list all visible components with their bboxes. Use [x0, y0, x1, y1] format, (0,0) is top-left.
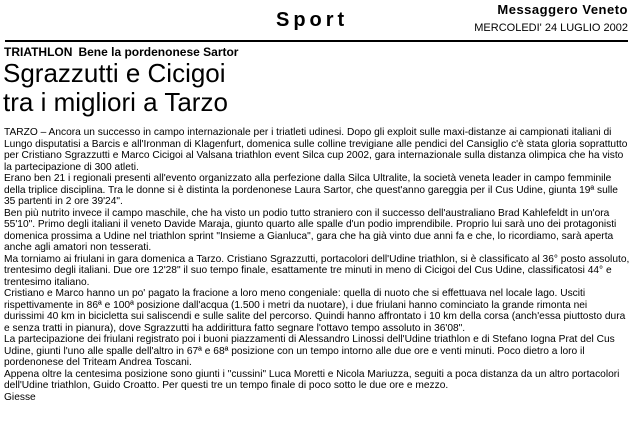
article-signature: Giesse [4, 391, 36, 403]
article-paragraph: Erano ben 21 i regionali presenti all'evento organizzato alla perfezione dalla Silca Ultralite, la società veneta leader in campo femminile della triplice disciplina. Tra le donne si è distinta la pordenonese Laura Sartor, che quest'anno gareggia per il Cus Udine, giunta 19ª sulle 35 partenti in 2 ore 39'24". [4, 173, 618, 207]
headline-line: tra i migliori a Tarzo [3, 87, 228, 117]
kicker-label: TRIATHLON [4, 45, 73, 59]
article-body [4, 127, 630, 403]
article-paragraph: Ma torniamo ai friulani in gara domenica a Tarzo. Cristiano Sgrazzutti, portacolori dell'Udine triathlon, si è classificato al 36° posto assoluto, trentesimo degli italiani. Due ore 12'28" il suo tempo finale, esattamente tre minuti in meno di Cicigoi del Cus Udine, classificatosi 44° e trentesimo italiano. [4, 253, 630, 288]
article-paragraph: Appena oltre la centesima posizione sono giunti i "cussini" Luca Moretti e Nicola Mariuzza, seguiti a poca distanza da un altro portacolori dell'Udine triathlon, Guido Croatto. Per questi tre un tempo finale di poco sotto le due ore e mezzo. [4, 368, 620, 391]
headline-line: Sgrazzutti e Cicigoi [3, 58, 226, 88]
article-paragraph: Ben più nutrito invece il campo maschile, che ha visto un podio tutto straniero con il successo dell'australiano Brad Kahlefeldt in un'ora 55'10". Primo degli italiani il veneto Davide Maraja, giunto quarto alle spalle d'un podio imprendibile. Proprio lui sarà uno dei protagonisti domenica prossima a Udine nel triathlon sprint "Insieme a Gianluca", gara che ha già vinto due anni fa e che, lo ricordiamo, sarà aperta anche agli amatori non tesserati. [4, 207, 617, 253]
article-paragraph: La partecipazione dei friulani registrato poi i buoni piazzamenti di Alessandro Linossi dell'Udine triathlon e di Stefano Iogna Prat del Cus Udine, giunti l'uno alle spalle dell'altro in 67ª e 68ª posizione con un tempo intorno alle due ore e venti minuti. Poco dietro a loro il pordenonese del Triteam Andrea Toscani. [4, 334, 615, 368]
header-divider [5, 40, 628, 42]
newspaper-name: Messaggero Veneto [497, 2, 628, 17]
article-paragraph: TARZO – Ancora un successo in campo internazionale per i triatleti udinesi. Dopo gli exploit sulle maxi-distanze ai campionati italiani di Lungo disputatisi a Barcis e all'Ironman di Klagenfurt, domenica sulle colline trevigiane alle pendici del Cansiglio c'è stata gloria soprattutto per Cristiano Sgrazzutti e Marco Cicigoi al Valsana triathlon event Silca cup 2002, gara internazionale sulla distanza olimpica che ha visto la partecipazione di 300 atleti. [4, 127, 628, 173]
section-title: Sport [276, 9, 349, 31]
masthead [474, 2, 628, 35]
article-headline [3, 59, 623, 117]
article-paragraph: Cristiano e Marco hanno un po' pagato la fracione a loro meno congeniale: quella di nuoto che si effettuava nel locale lago. Usciti rispettivamente in 86ª e 100ª posizione dall'acqua (1.500 i metri da nuotare), i due friulani hanno cominciato la grande rimonta nei durissimi 40 km in bicicletta sui saliscendi e sulle salite del percorso. Quindi hanno affrontato i 10 km della corsa (anch'essa piuttosto dura e senza tratti in pianura), dove Sgrazzutti ha addirittura fatto segnare l'ottavo tempo assoluto in 36'08". [4, 288, 626, 334]
kicker-text: Bene la pordenonese Sartor [78, 45, 239, 59]
article-kicker [4, 45, 238, 59]
publication-date: MERCOLEDI' 24 LUGLIO 2002 [474, 22, 628, 34]
